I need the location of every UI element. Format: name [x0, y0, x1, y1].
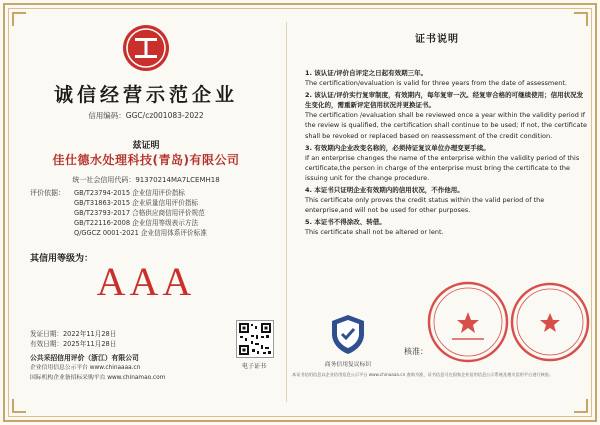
basis-item: GB/T22116-2008 企业信用等级表示方法 [74, 219, 199, 227]
note-item [305, 68, 587, 88]
issue-date: 发证日期：2022年11月28日 [30, 330, 117, 338]
shield-emblem-icon [326, 312, 370, 356]
note-cn: 2. 该认证/评价实行复审制度，有效期内，每年复审一次。经复审合格的可继续使用；信用状况发生变化的，需重新评定信用状况并更换证书。 [305, 91, 584, 110]
note-en: This certificate only proves the credit status within the valid period of the enterprise,and will not be used for other purposes. [305, 196, 545, 215]
credit-logo-icon [122, 24, 170, 72]
approval-label: 核准： [404, 347, 428, 356]
issuer-name: 公共采招信用评价（浙江）有限公司 [30, 354, 139, 362]
basis-item: GB/T31863-2015 企业质量信用评价指标 [74, 199, 199, 207]
note-en: This certificate shall not be altered or lent. [305, 228, 444, 237]
notes-list [305, 68, 587, 240]
official-stamp-icon [426, 280, 510, 364]
dates [30, 329, 116, 349]
credit-code: 统一社会信用代码：91370214MA7LCEMH18 [72, 176, 220, 184]
company-name: 佳仕德水处理科技(青岛)有限公司 [52, 153, 240, 167]
basis-item: GB/T23793-2017 合格供应商信用评价规范 [74, 209, 205, 217]
valid-date: 有效日期：2025年11月28日 [30, 340, 117, 348]
note-en: If an enterprise changes the name of the enterprise within the validity period of this certificate,the person in charge of the enterprise must bring the certificate to the issuing unit for the change procedure. [305, 153, 580, 182]
certificate-number: 信用编码：GGC/cz001083-2022 [88, 111, 204, 120]
basis-item: Q/GGCZ 0001-2021 企业信用体系评价标准 [74, 229, 207, 237]
note-cn: 1. 该认证/评价自评定之日起有效期三年。 [305, 69, 428, 77]
qr-code-icon[interactable] [236, 320, 274, 358]
note-en: The certification/evaluation is valid for three years from the date of assessment. [305, 79, 567, 88]
credit-grade: AAA [96, 259, 196, 304]
certificate-title: 诚信经营示范企业 [53, 84, 238, 106]
platform-list [30, 364, 165, 383]
platform-line: 国际机构企业备招标采购平台 www.chinamao.com [30, 374, 166, 381]
footer-note: 本证书信用信息以企业信用信息公示平台 www.chinaaaa.cn 查询为准，证书信息可在国家企业信用信息公示系统及相关信用平台进行核验。 [292, 372, 554, 377]
corner-ornament [12, 12, 26, 26]
page-divider [286, 22, 287, 402]
basis-list [74, 188, 207, 238]
note-cn: 4. 本证书只证明企业有效期内的信用状况，不作他用。 [305, 186, 464, 195]
note-item [305, 143, 587, 183]
company-stamp-icon [508, 280, 592, 364]
note-item [305, 90, 587, 140]
note-cn: 3. 有效期内企业改变名称的，必须持证复议单位办理变更手续。 [305, 143, 490, 152]
note-item [305, 217, 587, 237]
notes-title: 证书说明 [415, 34, 459, 45]
grade-label: 其信用等级为： [30, 254, 94, 264]
certify-heading: 兹证明 [132, 141, 160, 151]
note-en: The certification /evaluation shall be reviewed once a year within the validity period If the review is qualified, the certification shall continue to be used; If not, the certificate shall be revoked or replaced based on reassessment of the credit condition. [305, 111, 587, 140]
corner-ornament [574, 399, 588, 413]
seal-label: 商务信用复议标识 [324, 362, 372, 368]
note-cn: 5. 本证书不得涂改、转借。 [305, 218, 386, 227]
corner-ornament [574, 12, 588, 26]
basis-label: 评价依据： [30, 189, 65, 197]
note-item [305, 185, 587, 215]
platform-line: 企业信用信息公示平台 www.chinaaaa.cn [30, 365, 141, 371]
basis-item: GB/T23794-2015 企业信用评价指标 [74, 189, 185, 197]
corner-ornament [12, 399, 26, 413]
qr-label: 电子证书 [241, 363, 266, 370]
